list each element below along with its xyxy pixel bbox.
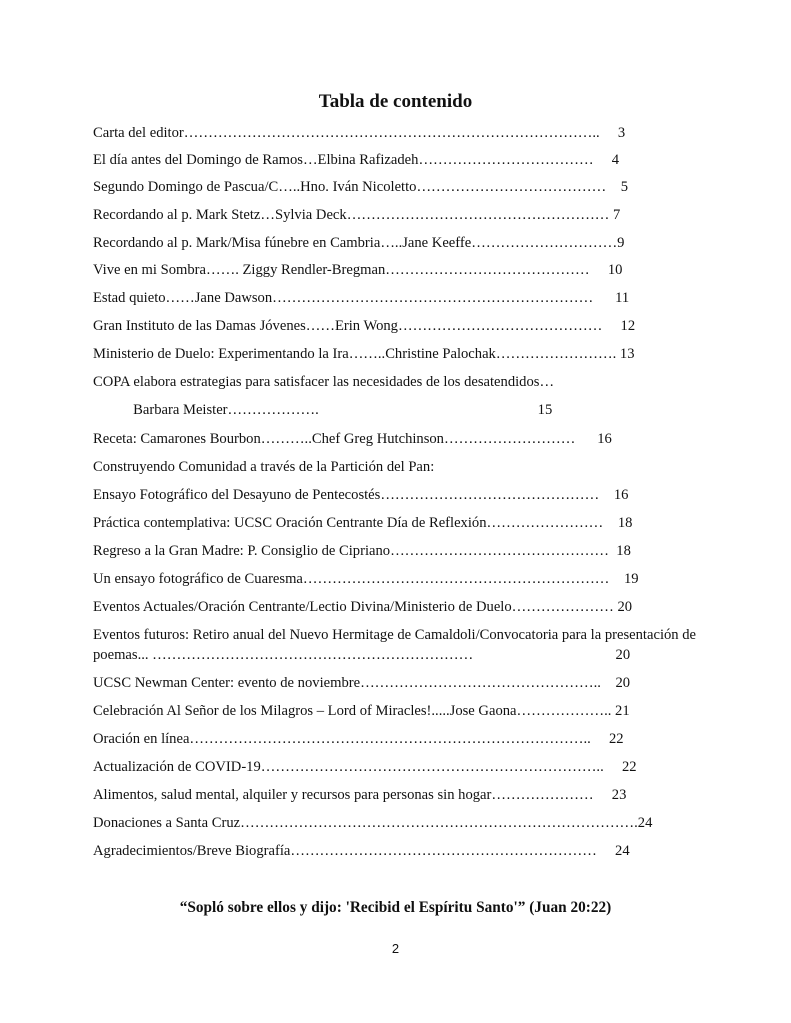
toc-entry: Eventos Actuales/Oración Centrante/Lectio Divina/Ministerio de Duelo………………… 20 — [93, 599, 633, 615]
scripture-quote: “Sopló sobre ellos y dijo: 'Recibid el Espíritu Santo'” (Juan 20:22) — [179, 899, 612, 916]
toc-entry: Gran Instituto de las Damas Jóvenes……Erin Wong…………………………………… 12 — [93, 318, 636, 334]
toc-entry: Recordando al p. Mark/Misa fúnebre en Cambria…..Jane Keeffe…………………………9 — [93, 235, 625, 251]
toc-title: Tabla de contenido — [318, 91, 473, 112]
toc-entry: Práctica contemplativa: UCSC Oración Centrante Día de Reflexión…………………… 18 — [93, 515, 633, 531]
toc-entry: poemas... ………………………………………………………… 20 — [93, 647, 631, 663]
page-number: 2 — [391, 941, 400, 956]
toc-entry: Regreso a la Gran Madre: P. Consiglio de Cipriano……………………………………… 18 — [93, 543, 631, 559]
toc-entry: Estad quieto……Jane Dawson………………………………………………………… 11 — [93, 290, 630, 306]
toc-entry: Eventos futuros: Retiro anual del Nuevo Hermitage de Camaldoli/Convocatoria para la presentación de — [93, 627, 697, 643]
toc-entry: UCSC Newman Center: evento de noviembre………………………………………….. 20 — [93, 675, 631, 691]
toc-entry: Alimentos, salud mental, alquiler y recursos para personas sin hogar………………… 23 — [93, 787, 627, 803]
toc-entry: Vive en mi Sombra……. Ziggy Rendler-Bregman…………………………………… 10 — [93, 262, 623, 278]
toc-entry: El día antes del Domingo de Ramos…Elbina Rafizadeh……………………………… 4 — [93, 152, 620, 168]
toc-entry: Segundo Domingo de Pascua/C…..Hno. Iván Nicoletto………………………………… 5 — [93, 179, 629, 195]
toc-entry: Barbara Meister………………. 15 — [93, 402, 553, 418]
toc-entry: Ministerio de Duelo: Experimentando la Ira……..Christine Palochak……………………. 13 — [93, 346, 635, 362]
toc-entry: Un ensayo fotográfico de Cuaresma……………………………………………………… 19 — [93, 571, 639, 587]
toc-entry: Recordando al p. Mark Stetz…Sylvia Deck……………………………………………… 7 — [93, 207, 621, 223]
toc-entry: Actualización de COVID-19…………………………………………………………….. 22 — [93, 759, 637, 775]
toc-entry: Donaciones a Santa Cruz……………………………………………………………………….24 — [93, 815, 653, 831]
toc-entry: COPA elabora estrategias para satisfacer las necesidades de los desatendidos… — [93, 374, 555, 390]
toc-entry: Carta del editor………………………………………………………………………….. 3 — [93, 125, 626, 141]
toc-entry: Oración en línea……………………………………………………………………….. 22 — [93, 731, 624, 747]
toc-entry: Ensayo Fotográfico del Desayuno de Pentecostés……………………………………… 16 — [93, 487, 629, 503]
toc-entry: Celebración Al Señor de los Milagros – Lord of Miracles!.....Jose Gaona……………….. 21 — [93, 703, 630, 719]
toc-entry: Construyendo Comunidad a través de la Partición del Pan: — [93, 459, 435, 475]
toc-entry: Receta: Camarones Bourbon………..Chef Greg Hutchinson……………………… 16 — [93, 431, 612, 447]
toc-entry: Agradecimientos/Breve Biografía……………………………………………………… 24 — [93, 843, 630, 859]
